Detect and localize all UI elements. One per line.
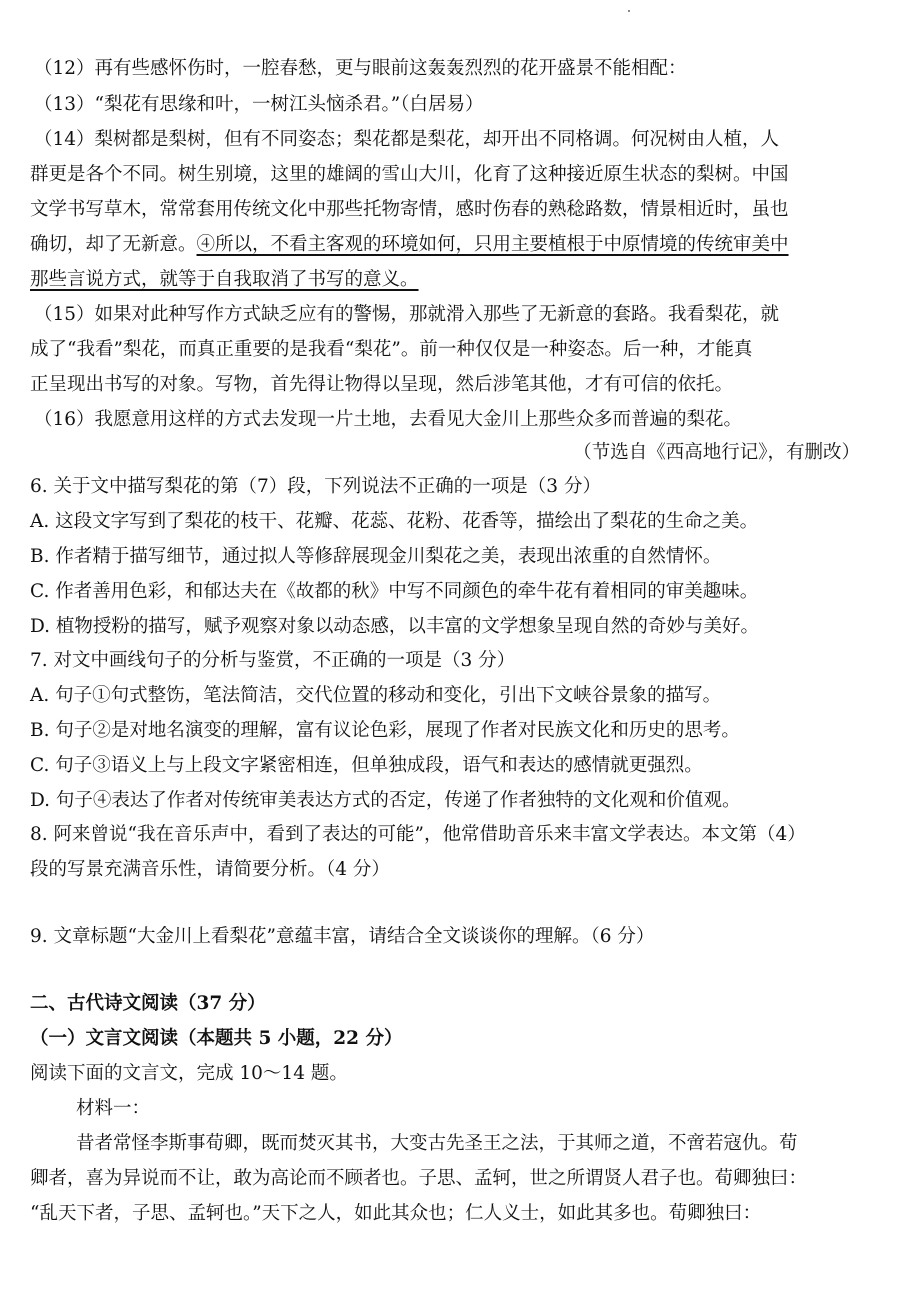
material-one-line-2: 卿者，喜为异说而不让，敢为高论而不顾者也。子思、孟轲，世之所谓贤人君子也。荀卿独曰：	[30, 1168, 808, 1189]
source-note: （节选自《西高地行记》，有删改）	[573, 442, 860, 463]
underlined-sentence-4-part-1: ④所以，不看主客观的环境如何，只用主要植根于中原情境的传统审美中	[196, 234, 789, 255]
paragraph-15-line-1: （15）如果对此种写作方式缺乏应有的警惕，那就滑入那些了无新意的套路。我看梨花，就	[34, 304, 780, 325]
question-9: 9. 文章标题“大金川上看梨花”意蕴丰富，请结合全文谈谈你的理解。（6 分）	[30, 926, 655, 947]
question-7-option-c: C. 句子③语义上与上段文字紧密相连，但单独成段，语气和表达的感情就更强烈。	[30, 755, 703, 776]
section-2-subheading: （一）文言文阅读（本题共 5 小题，22 分）	[30, 1028, 403, 1049]
question-6-option-d: D. 植物授粉的描写，赋予观察对象以动态感，以丰富的文学想象呈现自然的奇妙与美好。	[30, 616, 759, 637]
paragraph-14-line-4-plain: 确切，却了无新意。	[30, 234, 197, 255]
paragraph-15-line-3: 正呈现出书写的对象。写物，首先得让物得以呈现，然后涉笔其他，才有可信的依托。	[30, 374, 734, 395]
question-6: 6. 关于文中描写梨花的第（7）段，下列说法不正确的一项是（3 分）	[30, 476, 601, 497]
paragraph-12: （12）再有些感怀伤时，一腔春愁，更与眼前这轰轰烈烈的花开盛景不能相配：	[34, 58, 687, 79]
section-2-heading: 二、古代诗文阅读（37 分）	[30, 993, 266, 1014]
paragraph-13: （13）“梨花有思缘和叶，一树江头恼杀君。”（白居易）	[34, 94, 484, 115]
paragraph-14-line-1: （14）梨树都是梨树，但有不同姿态；梨花都是梨花，却开出不同格调。何况树由人植，人	[34, 129, 780, 150]
question-7-option-a: A. 句子①句式整饬，笔法简洁，交代位置的移动和变化，引出下文峡谷景象的描写。	[30, 685, 722, 706]
question-7-option-b: B. 句子②是对地名演变的理解，富有议论色彩，展现了作者对民族文化和历史的思考。	[30, 720, 740, 741]
scan-speck	[628, 10, 630, 12]
reading-instruction: 阅读下面的文言文，完成 10～14 题。	[30, 1063, 348, 1084]
question-8-line-2: 段的写景充满音乐性，请简要分析。（4 分）	[30, 859, 390, 880]
paragraph-14-line-5	[30, 267, 419, 293]
question-6-option-c: C. 作者善用色彩，和郁达夫在《故都的秋》中写不同颜色的牵牛花有着相同的审美趣味。	[30, 581, 759, 602]
paragraph-15-line-2: 成了“我看”梨花，而真正重要的是我看“梨花”。前一种仅仅是一种姿态。后一种，才能真	[30, 339, 753, 360]
question-7: 7. 对文中画线句子的分析与鉴赏，不正确的一项是（3 分）	[30, 650, 516, 671]
paragraph-14-line-2: 群更是各个不同。树生别境，这里的雄阔的雪山大川，化育了这种接近原生状态的梨树。中国	[30, 164, 789, 185]
paragraph-14-line-3: 文学书写草木，常常套用传统文化中那些托物寄情，感时伤春的熟稔路数，情景相近时，虽也	[30, 199, 789, 220]
question-8-line-1: 8. 阿来曾说“我在音乐声中，看到了表达的可能”，他常借助音乐来丰富文学表达。本文第（4）	[30, 824, 806, 845]
question-7-option-d: D. 句子④表达了作者对传统审美表达方式的否定，传递了作者独特的文化观和价值观。	[30, 790, 741, 811]
underlined-sentence-4-part-2: 那些言说方式，就等于自我取消了书写的意义。	[30, 269, 419, 290]
question-6-option-b: B. 作者精于描写细节，通过拟人等修辞展现金川梨花之美，表现出浓重的自然情怀。	[30, 546, 722, 567]
material-one-line-3: “乱天下者，子思、孟轲也。”天下之人，如此其众也；仁人义士，如此其多也。荀卿独曰：	[30, 1203, 762, 1224]
paragraph-16: （16）我愿意用这样的方式去发现一片土地，去看见大金川上那些众多而普遍的梨花。	[34, 409, 743, 430]
material-one-label: 材料一：	[76, 1098, 151, 1119]
material-one-line-1: 昔者常怪李斯事荀卿，既而焚灭其书，大变古先圣王之法，于其师之道，不啻若寇仇。荀	[76, 1133, 798, 1154]
paragraph-14-line-4	[30, 232, 789, 258]
question-6-option-a: A. 这段文字写到了梨花的枝干、花瓣、花蕊、花粉、花香等，描绘出了梨花的生命之美。	[30, 511, 759, 532]
